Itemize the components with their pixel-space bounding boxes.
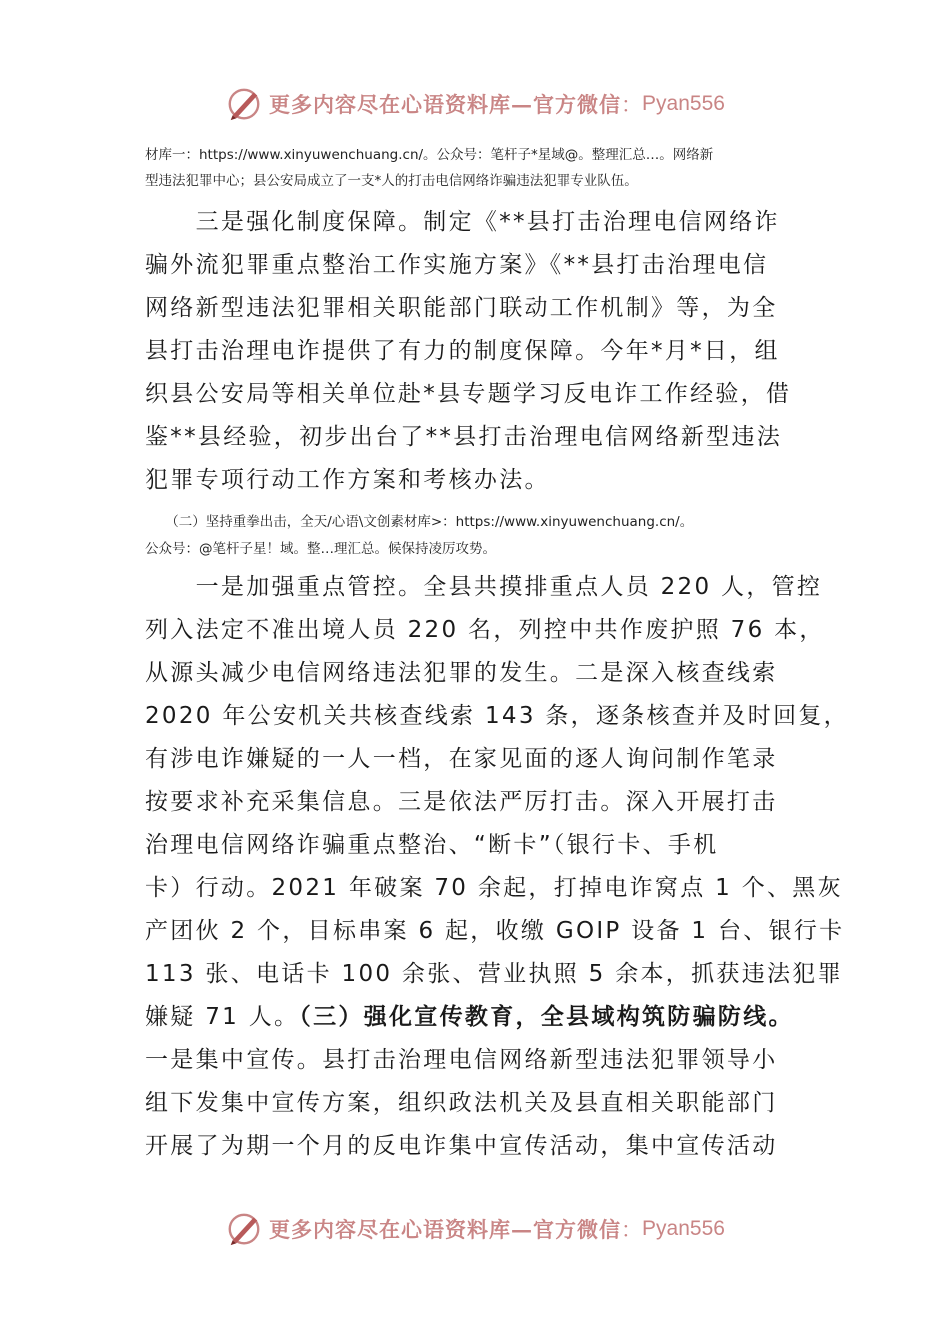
banner-text: 更多内容尽在心语资料库—官方微信 (269, 92, 622, 117)
small-text-line: （二）坚持重拳出击，全天/心语\文创素材库>：https://www.xinyuwenchuang.cn/。 (145, 514, 694, 530)
body-line: 有涉电诈嫌疑的一人一档，在家见面的逐人询问制作笔录 (145, 746, 778, 772)
body-line: 2020 年公安机关共核查线索 143 条，逐条核查并及时回复， (145, 703, 849, 729)
pen-logo-icon (225, 85, 263, 123)
body-line: 犯罪专项行动工作方案和考核办法。 (145, 467, 550, 493)
body-line: 产团伙 2 个，目标串案 6 起，收缴 GOIP 设备 1 台、银行卡 (145, 918, 845, 944)
footer-banner (0, 1207, 950, 1251)
body-line: 列入法定不准出境人员 220 名，列控中共作废护照 76 本， (145, 617, 825, 643)
small-text-line: 公众号：@笔杆子星！域。整…理汇总。候保持凌厉攻势。 (145, 541, 496, 557)
banner-text: 更多内容尽在心语资料库—官方微信 (269, 1217, 622, 1242)
body-line: 从源头减少电信网络违法犯罪的发生。二是深入核查线索 (145, 660, 778, 686)
small-text-line: 型违法犯罪中心；县公安局成立了一支*人的打击电信网络诈骗违法犯罪专业队伍。 (145, 173, 638, 189)
body-line: 县打击治理电诈提供了有力的制度保障。今年*月*日，组 (145, 338, 780, 364)
body-line: 一是集中宣传。县打击治理电信网络新型违法犯罪领导小 (145, 1047, 778, 1073)
banner-colon: ： (621, 1218, 643, 1242)
body-line: 开展了为期一个月的反电诈集中宣传活动，集中宣传活动 (145, 1133, 778, 1159)
body-line: 织县公安局等相关单位赴*县专题学习反电诈工作经验，借 (145, 381, 792, 407)
body-text: 嫌疑 71 人。 (145, 1004, 300, 1030)
body-line: 按要求补充采集信息。三是依法严厉打击。深入开展打击 (145, 789, 778, 815)
banner-wechat-id: Pyan556 (642, 1217, 725, 1240)
body-line: 治理电信网络诈骗重点整治、“断卡”（银行卡、手机 (145, 832, 719, 858)
body-line-with-heading (145, 996, 810, 1039)
pen-logo-icon (225, 1210, 263, 1248)
body-line: 鉴**县经验，初步出台了**县打击治理电信网络新型违法 (145, 424, 783, 450)
banner-colon: ： (621, 93, 643, 117)
body-line: 骗外流犯罪重点整治工作实施方案》《**县打击治理电信 (145, 252, 769, 278)
body-line: 网络新型违法犯罪相关职能部门联动工作机制》等，为全 (145, 295, 778, 321)
header-banner (0, 82, 950, 126)
section-heading: （三）强化宣传教育，全县域构筑防骗防线。 (299, 1004, 794, 1030)
body-line: 卡）行动。2021 年破案 70 余起，打掉电诈窝点 1 个、黑灰 (145, 875, 843, 901)
body-line: 113 张、电话卡 100 余张、营业执照 5 余本，抓获违法犯罪 (145, 961, 843, 987)
banner-wechat-id: Pyan556 (642, 92, 725, 115)
body-line: 组下发集中宣传方案，组织政法机关及县直相关职能部门 (145, 1090, 778, 1116)
small-text-line: 材库一：https://www.xinyuwenchuang.cn/。公众号：笔杆子*星域@。整理汇总…。网络新 (145, 147, 714, 163)
body-line: 一是加强重点管控。全县共摸排重点人员 220 人，管控 (145, 574, 823, 600)
body-line: 三是强化制度保障。制定《**县打击治理电信网络诈 (145, 209, 780, 235)
